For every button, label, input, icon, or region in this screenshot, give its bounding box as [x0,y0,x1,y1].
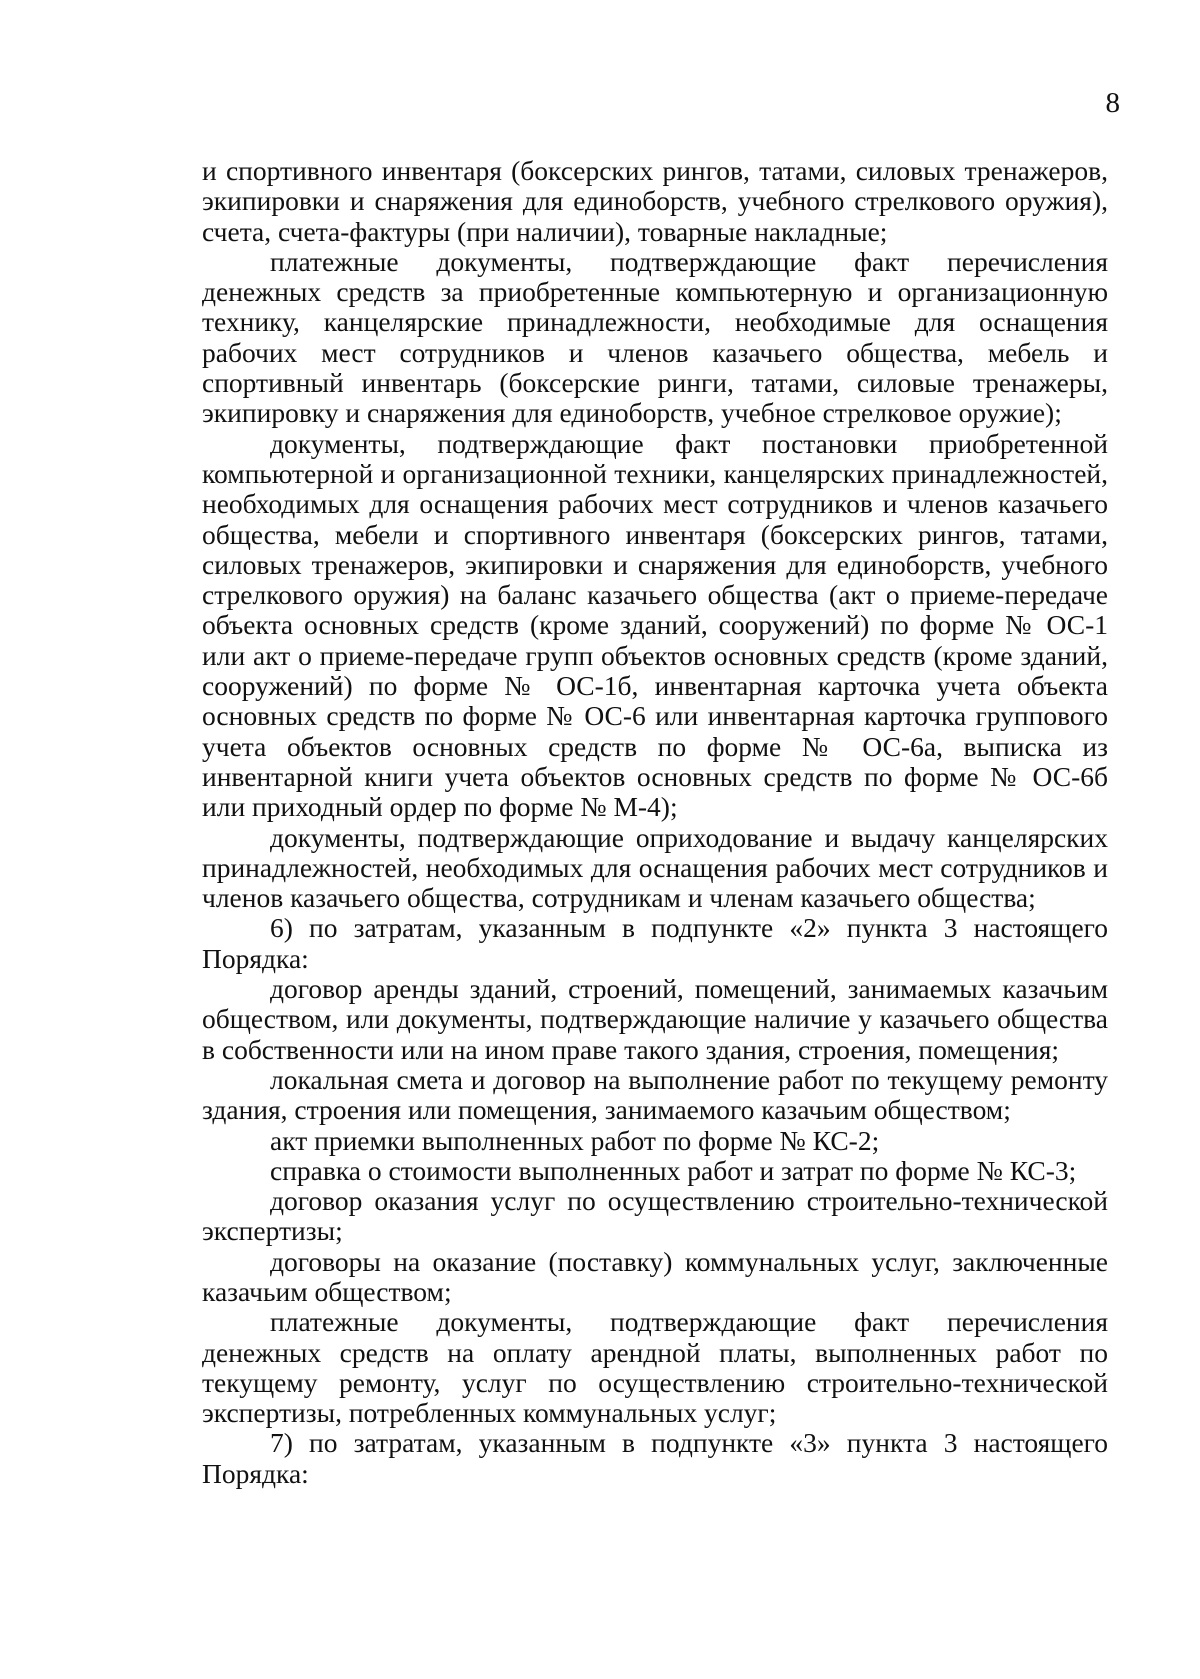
paragraph-lease-agreement: договор аренды зданий, строений, помещений, занимаемых казачьим обществом, или документы, подтверждающие наличие у казачьего общества в собственности или на ином праве такого здания, строения, помещения; [202,973,1108,1065]
paragraph-expertise-contract: договор оказания услуг по осуществлению строительно-технической экспертизы; [202,1185,1108,1247]
paragraph-utilities-contracts: договоры на оказание (поставку) коммунальных услуг, заключенные казачьим обществом; [202,1245,1108,1307]
document-body [202,156,1108,1489]
paragraph-ks2-act: акт приемки выполненных работ по форме № КС-2; [270,1124,880,1156]
page-number: 8 [1105,87,1120,119]
paragraph-ks3-certificate: справка о стоимости выполненных работ и затрат по форме № КС-3; [270,1154,1077,1186]
paragraph-item-7: 7) по затратам, указанным в подпункте «3» пункта 3 настоящего Порядка: [202,1427,1108,1489]
paragraph-payment-docs-equipment: платежные документы, подтверждающие факт перечисления денежных средств за приобретенные компьютерную и организационную технику, канцелярские принадлежности, необходимые для оснащения рабочих мест сотрудников и членов казачьего общества, мебель и спортивный инвентарь (боксерские ринги, татами, силовые тренажеры, экипировку и снаряжения для единоборств, учебное стрелковое оружие); [202,245,1108,429]
paragraph-balance-registration-docs: документы, подтверждающие факт постановки приобретенной компьютерной и организационной техники, канцелярских принадлежностей, необходимых для оснащения рабочих мест сотрудников и членов казачьего общества, мебели и спортивного инвентаря (боксерских рингов, татами, силовых тренажеров, экипировки и снаряжения для единоборств, учебного стрелкового оружия) на баланс казачьего общества (акт о приеме-передаче объекта основных средств (кроме зданий, сооружений) по форме № ОС-1 или акт о приеме-передаче групп объектов основных средств (кроме зданий, сооружений) по форме № ОС-1б, инвентарная карточка учета объекта основных средств по форме № ОС-6 или инвентарная карточка группового учета объектов основных средств по форме № ОС-6а, выписка из инвентарной книги учета объектов основных средств по форме № ОС-6б или приходный ордер по форме № М-4); [202,427,1108,823]
paragraph-payment-docs-rent: платежные документы, подтверждающие факт перечисления денежных средств на оплату арендной платы, выполненных работ по текущему ремонту, услуг по осуществлению строительно-технической экспертизы, потребленных коммунальных услуг; [202,1306,1108,1429]
paragraph-stationery-issue-docs: документы, подтверждающие оприходование и выдачу канцелярских принадлежностей, необходимых для оснащения рабочих мест сотрудников и членов казачьего общества, сотрудникам и членам казачьего общества; [202,821,1108,914]
paragraph-repair-estimate: локальная смета и договор на выполнение работ по текущему ремонту здания, строения или помещения, занимаемого казачьим обществом; [202,1063,1108,1126]
paragraph-item-6: 6) по затратам, указанным в подпункте «2» пункта 3 настоящего Порядка: [202,912,1108,974]
paragraph-continuation: и спортивного инвентаря (боксерских рингов, татами, силовых тренажеров, экипировки и снаряжения для единоборств, учебного стрелкового оружия), счета, счета-фактуры (при наличии), товарные накладные; [202,155,1108,247]
